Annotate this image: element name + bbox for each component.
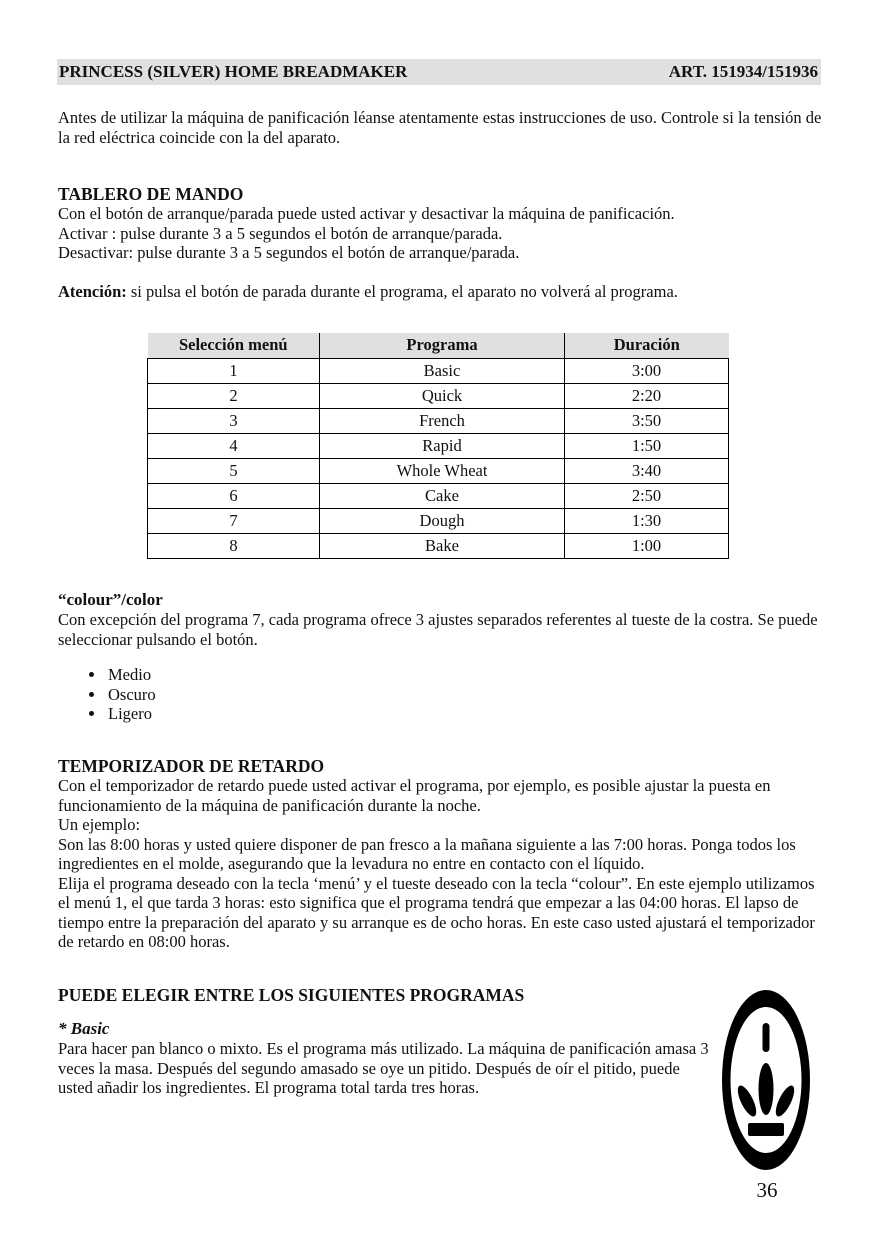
table-row <box>148 483 729 508</box>
table-row <box>148 458 729 483</box>
cell-menu: 5 <box>148 458 320 483</box>
cell-menu: 7 <box>148 508 320 533</box>
section-delay-timer <box>58 756 824 952</box>
cell-menu: 4 <box>148 433 320 458</box>
table-row <box>148 533 729 558</box>
cell-program: Whole Wheat <box>320 458 565 483</box>
cell-program: Bake <box>320 533 565 558</box>
cell-program: Quick <box>320 383 565 408</box>
cell-program: Basic <box>320 358 565 383</box>
intro-paragraph: Antes de utilizar la máquina de panificación léanse atentamente estas instrucciones de uso. Controle si la tensión de la red eléctrica coincide con la del aparato. <box>58 108 822 147</box>
programs-heading: PUEDE ELEGIR ENTRE LOS SIGUIENTES PROGRAMAS <box>58 985 525 1005</box>
table-row <box>148 508 729 533</box>
colour-heading: “colour”/color <box>58 590 163 609</box>
cell-menu: 6 <box>148 483 320 508</box>
cell-duration: 3:00 <box>565 358 729 383</box>
cell-menu: 1 <box>148 358 320 383</box>
control-panel-line3: Desactivar: pulse durante 3 a 5 segundos el botón de arranque/parada. <box>58 243 520 262</box>
cell-duration: 1:00 <box>565 533 729 558</box>
header-article-number: ART. 151934/151936 <box>668 62 818 81</box>
timer-para4: Elija el programa deseado con la tecla ‘menú’ y el tueste deseado con la tecla “colour”. En este ejemplo utilizamos el menú 1, el que tarda 3 horas: esto significa que el programa tendrá que empezar a las 04:00 horas. El lapso de tiempo entre la preparación del aparato y su arranque es de ocho horas. En este caso usted ajustará el temporizador de retardo en 08:00 horas. <box>58 873 815 951</box>
cell-duration: 1:30 <box>565 508 729 533</box>
timer-heading: TEMPORIZADOR DE RETARDO <box>58 756 325 776</box>
table-row <box>148 358 729 383</box>
cell-menu: 3 <box>148 408 320 433</box>
basic-program-heading: * Basic <box>58 1019 110 1038</box>
header-title: PRINCESS (SILVER) HOME BREADMAKER <box>59 62 408 81</box>
table-row <box>148 383 729 408</box>
control-panel-line2: Activar : pulse durante 3 a 5 segundos el botón de arranque/parada. <box>58 223 503 243</box>
cell-program: Cake <box>320 483 565 508</box>
cell-menu: 2 <box>148 383 320 408</box>
control-panel-heading: TABLERO DE MANDO <box>58 184 244 204</box>
page-number: 36 <box>756 1178 778 1202</box>
control-panel-warning <box>58 282 824 302</box>
colour-option-ligero: • Ligero <box>106 704 156 724</box>
table-row <box>148 433 729 458</box>
timer-para1: Con el temporizador de retardo puede usted activar el programa, por ejemplo, es posible ajustar la puesta en funcionamiento de la máquina de panificación durante la noche. <box>58 776 771 815</box>
section-colour <box>58 590 824 649</box>
cell-program: Rapid <box>320 433 565 458</box>
section-control-panel <box>58 184 824 301</box>
colour-options-list <box>88 665 156 724</box>
cell-duration: 2:20 <box>565 383 729 408</box>
cell-duration: 2:50 <box>565 483 729 508</box>
colour-option-medio: • Medio <box>106 665 156 685</box>
princess-crown-logo-icon <box>720 988 812 1172</box>
cell-duration: 3:40 <box>565 458 729 483</box>
cell-duration: 1:50 <box>565 433 729 458</box>
warning-label: Atención: <box>58 281 127 301</box>
colour-body: Con excepción del programa 7, cada programa ofrece 3 ajustes separados referentes al tueste de la costra. Se puede seleccionar pulsando el botón. <box>58 610 818 649</box>
warning-text: si pulsa el botón de parada durante el programa, el aparato no volverá al programa. <box>126 281 678 301</box>
cell-program: Dough <box>320 508 565 533</box>
table-header-row <box>148 333 729 358</box>
cell-menu: 8 <box>148 533 320 558</box>
col-header-duration: Duración <box>565 333 729 358</box>
page-header <box>57 59 821 85</box>
program-table <box>147 333 729 559</box>
table-row <box>148 408 729 433</box>
program-table-container <box>147 333 729 559</box>
col-header-program: Programa <box>320 333 565 358</box>
col-header-menu-selection: Selección menú <box>148 333 320 358</box>
basic-program-body: Para hacer pan blanco o mixto. Es el programa más utilizado. La máquina de panificación amasa 3 veces la masa. Después del segundo amasado se oye un pitido. Después de oír el pitido, puede usted añadir los ingredientes. El programa total tarda tres horas. <box>58 1039 709 1097</box>
timer-para3: Son las 8:00 horas y usted quiere disponer de pan fresco a la mañana siguiente a las 7:00 horas. Ponga todos los ingredientes en el molde, asegurando que la levadura no entre en contacto con el líquido. <box>58 834 796 873</box>
control-panel-line1: Con el botón de arranque/parada puede usted activar y desactivar la máquina de panificación. <box>58 204 675 223</box>
cell-duration: 3:50 <box>565 408 729 433</box>
colour-option-oscuro: • Oscuro <box>106 685 156 705</box>
section-programs <box>58 985 738 1098</box>
timer-para2: Un ejemplo: <box>58 815 141 834</box>
cell-program: French <box>320 408 565 433</box>
